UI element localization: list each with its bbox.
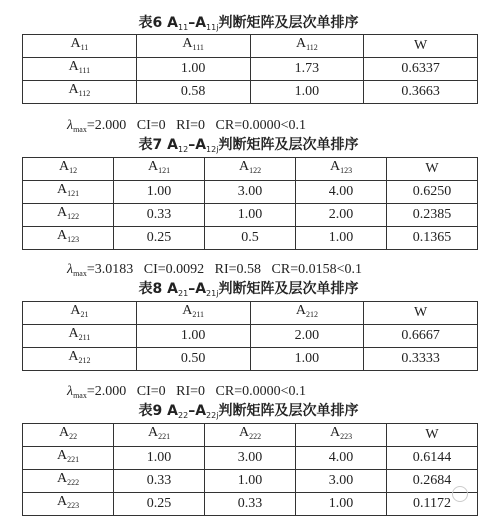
caption-text: 判断矩阵及层次单排序 — [218, 15, 359, 31]
table-cell — [250, 35, 364, 58]
table-cell — [364, 325, 478, 348]
table-cell — [23, 325, 137, 348]
caption-dash: – — [188, 15, 196, 31]
table-cell — [23, 181, 114, 204]
table-cell — [205, 493, 296, 516]
caption-dash: – — [188, 403, 196, 419]
cell-subscript: 121 — [67, 189, 80, 198]
matrix-table — [22, 423, 478, 516]
table-cell — [296, 181, 387, 204]
table-cell — [114, 181, 205, 204]
lambda-symbol: λ — [67, 118, 74, 133]
table-caption — [0, 400, 497, 420]
cell-text: A — [56, 182, 68, 197]
table-cell — [114, 470, 205, 493]
table-cell — [205, 424, 296, 447]
cell-text: 3.00 — [237, 450, 263, 465]
caption-subscript: 12j — [206, 145, 219, 154]
cell-text: 3.00 — [237, 184, 263, 199]
cell-text: 1.00 — [294, 351, 320, 366]
cell-text: 4.00 — [328, 184, 354, 199]
cell-text: 4.00 — [328, 450, 354, 465]
cell-text: A — [147, 425, 159, 440]
caption-dash: – — [188, 281, 196, 297]
cell-text: 0.6250 — [412, 184, 452, 199]
lambda-symbol: λ — [67, 262, 74, 277]
cell-subscript: 112 — [306, 43, 318, 52]
cell-text: A — [56, 471, 68, 486]
cell-text: A — [329, 159, 341, 174]
table-cell — [364, 58, 478, 81]
cell-subscript: 111 — [78, 66, 91, 75]
cell-text: A — [56, 494, 68, 509]
table-cell — [296, 493, 387, 516]
caption-subscript: 11 — [178, 23, 189, 32]
cell-subscript: 22 — [69, 432, 78, 441]
cell-subscript: 111 — [192, 43, 204, 52]
cell-text: 1.00 — [294, 84, 320, 99]
caption-symbol: A — [167, 137, 179, 153]
table-cell — [205, 158, 296, 181]
caption-symbol: A — [195, 403, 207, 419]
table-cell — [114, 493, 205, 516]
cell-text: 0.6667 — [401, 328, 440, 343]
cell-text: 0.5 — [241, 230, 259, 245]
table-cell — [136, 325, 250, 348]
cell-text: A — [68, 326, 79, 341]
cell-subscript: 12 — [69, 166, 78, 175]
cell-text: A — [56, 205, 68, 220]
table-cell — [364, 81, 478, 104]
cell-subscript: 21 — [80, 310, 89, 319]
matrix-table — [22, 34, 478, 104]
caption-number: 表6 — [138, 15, 163, 31]
cell-subscript: 112 — [78, 89, 91, 98]
table-cell — [250, 325, 364, 348]
table-cell — [387, 204, 478, 227]
table-cell — [387, 227, 478, 250]
cell-subscript: 123 — [340, 166, 353, 175]
table-cell — [23, 470, 114, 493]
cell-text: 0.25 — [146, 230, 172, 245]
matrix-table — [22, 157, 478, 250]
lambda-subscript: max — [73, 125, 87, 134]
table-header-row — [23, 158, 478, 181]
table-row — [23, 204, 478, 227]
table-row — [23, 181, 478, 204]
table-cell — [364, 302, 478, 325]
table-caption — [0, 134, 497, 154]
table-cell — [250, 58, 364, 81]
cell-text: 0.1172 — [413, 496, 451, 511]
cell-text: 0.33 — [146, 207, 172, 222]
stat-text: =2.000 CI=0 RI=0 CR=0.0000<0.1 — [86, 118, 307, 133]
caption-number: 表9 — [138, 403, 163, 419]
cell-text: 1.00 — [146, 184, 172, 199]
cell-subscript: 122 — [249, 166, 262, 175]
table-header-row — [23, 35, 478, 58]
cell-subscript: 212 — [78, 356, 91, 365]
table-cell — [387, 447, 478, 470]
cell-text: 0.33 — [237, 496, 263, 511]
cell-subscript: 212 — [305, 310, 318, 319]
stat-text: =2.000 CI=0 RI=0 CR=0.0000<0.1 — [86, 384, 307, 399]
cell-subscript: 123 — [67, 235, 80, 244]
cell-text: 0.3663 — [401, 84, 440, 99]
table-cell — [136, 302, 250, 325]
cell-text: 0.6144 — [412, 450, 452, 465]
cell-text: 1.00 — [328, 496, 354, 511]
cell-text: 0.25 — [146, 496, 172, 511]
cell-text: 1.00 — [146, 450, 172, 465]
cell-text: 1.00 — [328, 230, 354, 245]
cell-subscript: 222 — [249, 432, 262, 441]
cell-text: 0.58 — [180, 84, 206, 99]
caption-dash: – — [188, 137, 196, 153]
caption-subscript: 21 — [178, 289, 189, 298]
cell-subscript: 222 — [67, 478, 80, 487]
table-cell — [114, 447, 205, 470]
table-cell — [387, 181, 478, 204]
cell-text: A — [70, 303, 81, 318]
table-cell — [205, 204, 296, 227]
cell-subscript: 211 — [78, 333, 91, 342]
table-cell — [250, 81, 364, 104]
cell-text: 1.00 — [237, 207, 263, 222]
table-cell — [114, 424, 205, 447]
table-cell — [296, 447, 387, 470]
table-cell — [387, 158, 478, 181]
cell-subscript: 223 — [340, 432, 353, 441]
table-cell — [23, 493, 114, 516]
table-cell — [387, 424, 478, 447]
table-cell — [250, 302, 364, 325]
cell-text: A — [70, 36, 81, 51]
table-row — [23, 493, 478, 516]
cell-text: W — [425, 161, 439, 176]
cell-text: 1.00 — [180, 328, 206, 343]
cell-text: W — [414, 38, 428, 53]
table-row — [23, 58, 478, 81]
table-cell — [23, 81, 137, 104]
cell-text: A — [56, 448, 68, 463]
caption-symbol: A — [167, 15, 179, 31]
cell-text: A — [238, 159, 250, 174]
table-cell — [23, 158, 114, 181]
table-cell — [136, 35, 250, 58]
table-cell — [23, 58, 137, 81]
table-header-row — [23, 302, 478, 325]
cell-text: 0.3333 — [401, 351, 440, 366]
caption-text: 判断矩阵及层次单排序 — [218, 137, 359, 153]
consistency-stat — [60, 246, 362, 278]
cell-subscript: 223 — [67, 501, 80, 510]
cell-text: 0.6337 — [401, 61, 440, 76]
cell-text: 0.50 — [180, 351, 206, 366]
cell-text: A — [295, 36, 307, 51]
table-cell — [23, 35, 137, 58]
table-caption — [0, 278, 497, 298]
cell-text: A — [58, 159, 70, 174]
cell-text: A — [238, 425, 250, 440]
cell-text: 1.00 — [237, 473, 263, 488]
stat-text: =3.0183 CI=0.0092 RI=0.58 CR=0.0158<0.1 — [86, 262, 363, 277]
table-row — [23, 325, 478, 348]
cell-text: A — [182, 36, 193, 51]
table-cell — [296, 204, 387, 227]
caption-subscript: 22j — [206, 411, 219, 420]
table-cell — [296, 470, 387, 493]
table-cell — [205, 470, 296, 493]
table-cell — [23, 204, 114, 227]
table-cell — [205, 181, 296, 204]
table-row — [23, 470, 478, 493]
cell-text: 1.73 — [294, 61, 320, 76]
caption-subscript: 21j — [206, 289, 219, 298]
cell-text: 1.00 — [180, 61, 206, 76]
caption-number: 表7 — [138, 137, 163, 153]
caption-subscript: 11j — [206, 23, 219, 32]
table-cell — [23, 447, 114, 470]
caption-symbol: A — [195, 15, 207, 31]
table-cell — [136, 81, 250, 104]
table-cell — [205, 447, 296, 470]
cell-text: 2.00 — [294, 328, 320, 343]
lambda-subscript: max — [73, 269, 87, 278]
table-cell — [296, 158, 387, 181]
lambda-symbol: λ — [67, 384, 74, 399]
cell-subscript: 211 — [192, 310, 205, 319]
cell-text: 0.33 — [146, 473, 172, 488]
cell-subscript: 122 — [67, 212, 80, 221]
caption-number: 表8 — [138, 281, 163, 297]
cell-text: A — [295, 303, 306, 318]
consistency-stat — [60, 368, 306, 400]
caption-subscript: 12 — [178, 145, 189, 154]
watermark-icon — [452, 486, 468, 502]
matrix-table — [22, 301, 478, 371]
table-caption — [0, 12, 497, 32]
cell-text: W — [414, 305, 428, 320]
caption-symbol: A — [195, 137, 207, 153]
table-cell — [364, 348, 478, 371]
table-cell — [114, 158, 205, 181]
table-cell — [136, 58, 250, 81]
cell-subscript: 121 — [158, 166, 171, 175]
cell-text: A — [329, 425, 341, 440]
caption-subscript: 22 — [178, 411, 189, 420]
caption-text: 判断矩阵及层次单排序 — [218, 403, 359, 419]
cell-text: 2.00 — [328, 207, 354, 222]
cell-text: A — [147, 159, 159, 174]
caption-symbol: A — [167, 403, 179, 419]
cell-subscript: 11 — [80, 43, 89, 52]
table-cell — [114, 204, 205, 227]
cell-text: A — [68, 349, 79, 364]
cell-text: A — [182, 303, 193, 318]
consistency-stat — [60, 102, 306, 134]
cell-text: 0.2385 — [412, 207, 452, 222]
caption-symbol: A — [167, 281, 179, 297]
table-header-row — [23, 424, 478, 447]
caption-text: 判断矩阵及层次单排序 — [218, 281, 359, 297]
table-cell — [296, 424, 387, 447]
table-row — [23, 447, 478, 470]
caption-symbol: A — [195, 281, 207, 297]
table-cell — [23, 302, 137, 325]
table-row — [23, 81, 478, 104]
table-cell — [364, 35, 478, 58]
cell-subscript: 221 — [158, 432, 171, 441]
lambda-subscript: max — [73, 391, 87, 400]
cell-text: 3.00 — [328, 473, 354, 488]
cell-text: 0.2684 — [412, 473, 452, 488]
cell-text: A — [56, 228, 68, 243]
cell-text: 0.1365 — [412, 230, 452, 245]
cell-text: W — [425, 427, 439, 442]
cell-text: A — [58, 425, 70, 440]
cell-text: A — [68, 59, 79, 74]
cell-subscript: 221 — [67, 455, 80, 464]
table-cell — [23, 424, 114, 447]
cell-text: A — [68, 82, 79, 97]
